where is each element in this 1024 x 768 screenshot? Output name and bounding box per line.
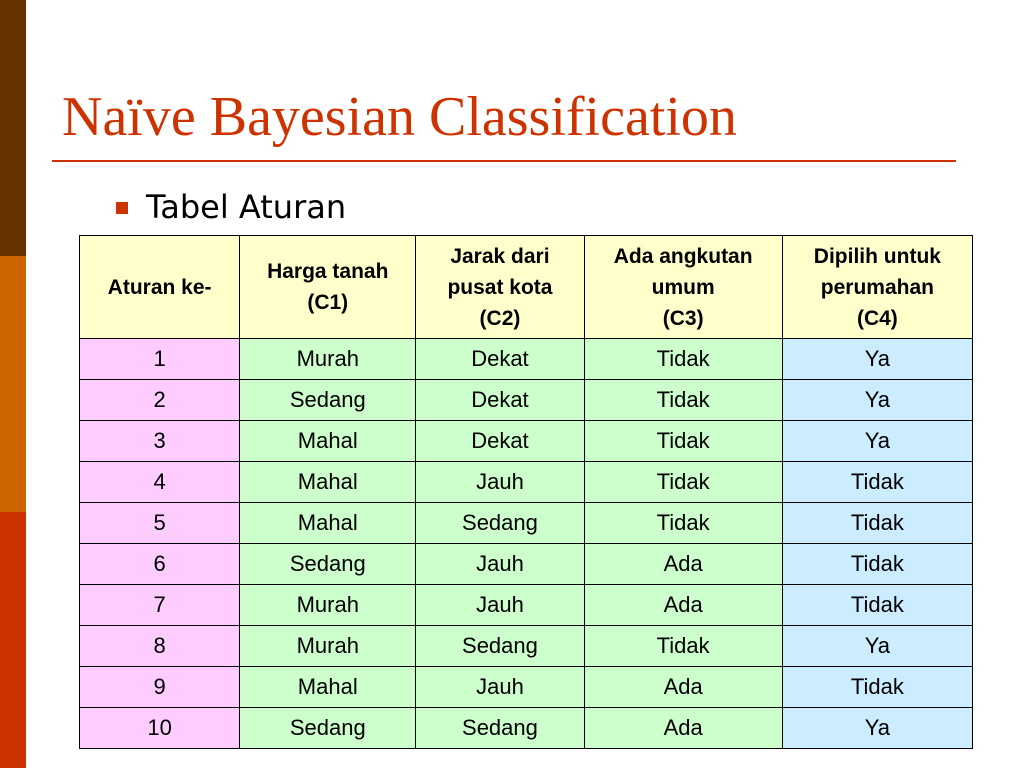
table-row — [80, 708, 973, 749]
transport-cell: Tidak — [584, 339, 782, 380]
transport-cell: Tidak — [584, 421, 782, 462]
header-line: pusat kota — [447, 275, 553, 299]
table-row — [80, 626, 973, 667]
distance-cell: Jauh — [416, 544, 584, 585]
side-bar-segment-middle — [0, 256, 26, 512]
header-line: Dipilih untuk — [813, 244, 941, 268]
chosen-cell: Ya — [782, 708, 972, 749]
rule-number-cell: 4 — [80, 462, 240, 503]
table-row — [80, 339, 973, 380]
slide-title: Naïve Bayesian Classification — [62, 86, 737, 148]
side-bar-segment-bottom — [0, 512, 26, 768]
rule-number-cell: 1 — [80, 339, 240, 380]
distance-cell: Jauh — [416, 585, 584, 626]
land-price-cell: Sedang — [240, 380, 416, 421]
header-line: perumahan — [820, 275, 934, 299]
bullet-square-icon — [116, 202, 128, 214]
land-price-cell: Mahal — [240, 462, 416, 503]
land-price-cell: Sedang — [240, 544, 416, 585]
chosen-cell: Tidak — [782, 462, 972, 503]
table-row — [80, 503, 973, 544]
chosen-cell: Ya — [782, 339, 972, 380]
rule-number-cell: 5 — [80, 503, 240, 544]
header-land-price — [240, 236, 416, 339]
table-row — [80, 421, 973, 462]
header-line: Harga tanah — [267, 260, 389, 283]
transport-cell: Tidak — [584, 503, 782, 544]
chosen-cell: Tidak — [782, 585, 972, 626]
table-row — [80, 585, 973, 626]
chosen-cell: Tidak — [782, 503, 972, 544]
chosen-cell: Tidak — [782, 667, 972, 708]
side-bar-segment-top — [0, 0, 26, 256]
header-chosen-for-housing — [782, 236, 972, 339]
transport-cell: Ada — [584, 585, 782, 626]
table-row — [80, 462, 973, 503]
side-color-bar — [0, 0, 26, 768]
header-transport — [584, 236, 782, 339]
land-price-cell: Murah — [240, 626, 416, 667]
land-price-cell: Sedang — [240, 708, 416, 749]
land-price-cell: Murah — [240, 585, 416, 626]
header-line: Ada angkutan — [613, 244, 753, 268]
distance-cell: Dekat — [416, 380, 584, 421]
chosen-cell: Ya — [782, 380, 972, 421]
chosen-cell: Ya — [782, 421, 972, 462]
table-row — [80, 380, 973, 421]
header-rule-number — [80, 236, 240, 339]
table-row — [80, 544, 973, 585]
transport-cell: Tidak — [584, 380, 782, 421]
table-body — [80, 339, 973, 749]
header-line: (C2) — [479, 306, 521, 330]
land-price-cell: Mahal — [240, 503, 416, 544]
header-distance — [416, 236, 584, 339]
rule-number-cell: 9 — [80, 667, 240, 708]
transport-cell: Ada — [584, 544, 782, 585]
rule-number-cell: 8 — [80, 626, 240, 667]
land-price-cell: Mahal — [240, 667, 416, 708]
header-line: (C4) — [856, 306, 898, 330]
rule-number-cell: 3 — [80, 421, 240, 462]
rule-number-cell: 6 — [80, 544, 240, 585]
bullet-text: Tabel Aturan — [146, 188, 347, 226]
rule-number-cell: 10 — [80, 708, 240, 749]
title-underline — [52, 160, 956, 162]
table-header-row — [80, 236, 973, 339]
distance-cell: Dekat — [416, 339, 584, 380]
distance-cell: Sedang — [416, 708, 584, 749]
chosen-cell: Tidak — [782, 544, 972, 585]
header-line: Jarak dari — [450, 244, 550, 268]
distance-cell: Sedang — [416, 626, 584, 667]
land-price-cell: Mahal — [240, 421, 416, 462]
header-line: (C3) — [662, 306, 704, 330]
header-line: (C1) — [307, 291, 349, 314]
distance-cell: Dekat — [416, 421, 584, 462]
transport-cell: Tidak — [584, 462, 782, 503]
table-row — [80, 667, 973, 708]
header-line: Aturan ke- — [107, 275, 212, 299]
rules-table — [79, 235, 973, 749]
header-line: umum — [651, 275, 715, 299]
distance-cell: Jauh — [416, 667, 584, 708]
transport-cell: Ada — [584, 708, 782, 749]
rule-number-cell: 7 — [80, 585, 240, 626]
transport-cell: Ada — [584, 667, 782, 708]
chosen-cell: Ya — [782, 626, 972, 667]
distance-cell: Jauh — [416, 462, 584, 503]
land-price-cell: Murah — [240, 339, 416, 380]
transport-cell: Tidak — [584, 626, 782, 667]
distance-cell: Sedang — [416, 503, 584, 544]
rule-number-cell: 2 — [80, 380, 240, 421]
